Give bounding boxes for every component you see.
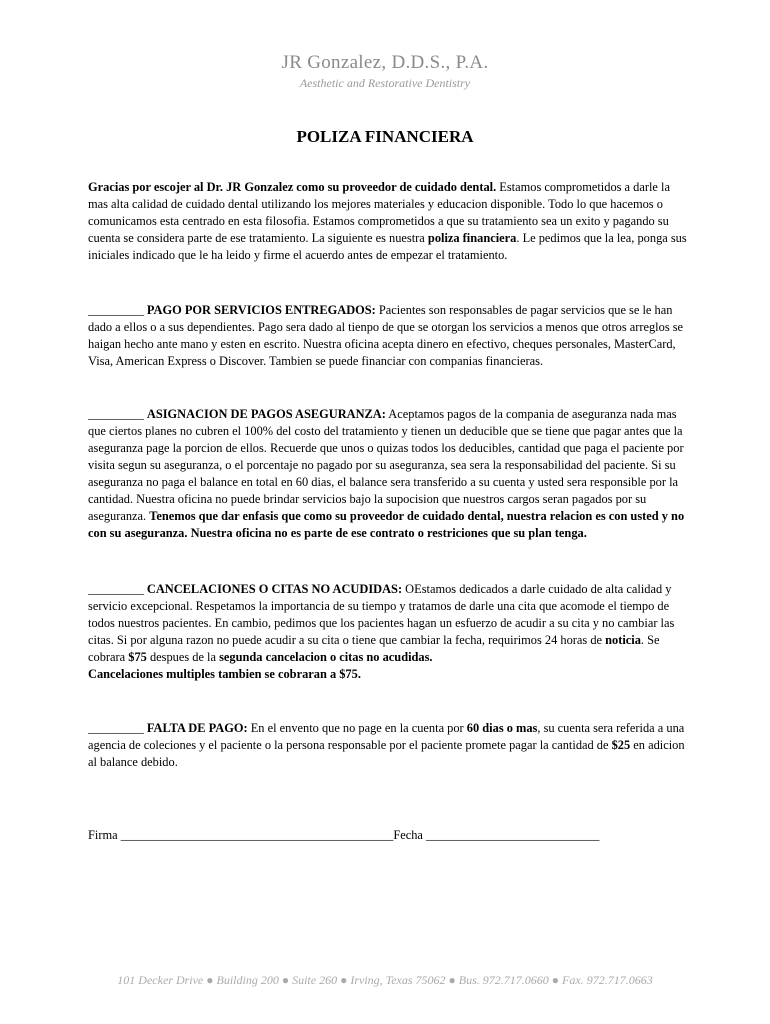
section-text: , su cuenta sera referida a una agencia de coleciones y el paciente o la persona responsable por el paciente promete pagar la cantidad de bbox=[88, 721, 685, 752]
signature-row bbox=[88, 828, 688, 843]
section-text: Pacientes son responsables de pagar servicios que se le han dado a ellos o a sus dependientes. Pago sera dado al tienpo de que se otorgan los servicios a menos que otros arreglos se haigan hecho ante mano y esten en escrito. Nuestra oficina acepta dinero en efectivo, cheques personales, MasterCard, Visa, American Express o Discover. Tambien se puede financiar con companias financieras. bbox=[88, 303, 684, 368]
section-text: Aceptamos pagos de la compania de aseguranza nada mas que ciertos planes no cubren el 100% del costo del tratamiento y tienen un deducible que se tiene que pagar antes que la aseguranza page la porcion de ellos. Recuerde que unos o quizas todos los deducibles, cantidad que paga el paciente por visita segun su aseguranza, o el porcentaje no pagado por su aseguranza, sea sera la responsabilidad del paciente. Si su aseguranza no paga el balance en total en 60 dias, el balance sera transferido a su cuenta y usted sera responsible por la cantidad. Nuestra oficina no puede brindar servicios bajo la supocision que nuestros cargos seran pagados por su aseguranza. bbox=[88, 407, 684, 523]
intro-policy-term: poliza financiera bbox=[427, 231, 517, 245]
bold-segunda: segunda cancelacion o citas no acudidas. bbox=[219, 650, 433, 664]
practice-name: JR Gonzalez, D.D.S., P.A. bbox=[281, 52, 489, 73]
section-pago-servicios bbox=[88, 302, 688, 370]
section-cancelaciones bbox=[88, 581, 688, 683]
intro-text-2: . Le pedimos que la lea, ponga sus iniciales indicado que le ha leido y firme el acuerdo antes de empezar el tratamiento. bbox=[88, 231, 687, 262]
section-text: OEstamos dedicados a darle cuidado de alta calidad y servicio excepcional. Respetamos la importancia de su tiempo y tratamos de darle una cita que acomode el tiempo de todos nuestros pacientes. En cambio, pedimos que los pacientes hagan un esfuerzo de acudir a su cita y no cambiar las citas. Si por alguna razon no puede acudir a su cita o tiene que cambiar la fecha, requirimos 24 horas de bbox=[88, 582, 675, 647]
fecha-label: Fecha bbox=[393, 828, 423, 842]
section-text: . Se cobrara bbox=[88, 633, 660, 664]
firma-label: Firma bbox=[88, 828, 118, 842]
section-heading: ASIGNACION DE PAGOS ASEGURANZA: bbox=[146, 407, 386, 421]
section-text: despues de la bbox=[146, 650, 220, 664]
document-title: POLIZA FINANCIERA bbox=[296, 127, 474, 146]
section-heading: CANCELACIONES O CITAS NO ACUDIDAS: bbox=[146, 582, 403, 596]
firma-line[interactable]: ____________________________________________ bbox=[120, 828, 394, 842]
section-text: En el envento que no page en la cuenta por bbox=[247, 721, 467, 735]
bold-multiples-line: Cancelaciones multiples tambien se cobraran a $75. bbox=[88, 667, 361, 681]
bold-dias: 60 dias o mas bbox=[466, 721, 538, 735]
section-heading: PAGO POR SERVICIOS ENTREGADOS: bbox=[146, 303, 376, 317]
section-bold-tail: Tenemos que dar enfasis que como su proveedor de cuidado dental, nuestra relacion es con usted y no con su aseguranza. Nuestra oficina no es parte de ese contrato o restriciones que su plan tenga. bbox=[88, 509, 685, 540]
fecha-line[interactable]: ____________________________ bbox=[426, 828, 600, 842]
practice-tagline: Aesthetic and Restorative Dentistry bbox=[299, 76, 471, 90]
initials-blank[interactable]: _________ bbox=[88, 407, 144, 421]
bold-amount: $75 bbox=[128, 650, 147, 664]
initials-blank[interactable]: _________ bbox=[88, 582, 144, 596]
section-text: en adicion al balance debido. bbox=[88, 738, 685, 769]
intro-paragraph bbox=[88, 179, 688, 264]
section-asignacion-pagos bbox=[88, 406, 688, 542]
section-heading: FALTA DE PAGO: bbox=[146, 721, 248, 735]
initials-blank[interactable]: _________ bbox=[88, 303, 144, 317]
initials-blank[interactable]: _________ bbox=[88, 721, 144, 735]
footer-address: 101 Decker Drive ● Building 200 ● Suite 260 ● Irving, Texas 75062 ● Bus. 972.717.0660 ● Fax. 972.717.0663 bbox=[117, 973, 653, 987]
bold-amount: $25 bbox=[611, 738, 631, 752]
intro-text-1: Estamos comprometidos a darle la mas alta calidad de cuidado dental utilizando los mejores materiales y educacion disponible. Todo lo que hacemos o comunicamos esta centrado en esta filosofia. Estamos comprometidos a que su tratamiento sea un exito y pagando su cuenta se considera parte de ese tratamiento. La siguiente es nuestra bbox=[88, 180, 670, 245]
intro-lead: Gracias por escojer al Dr. JR Gonzalez como su proveedor de cuidado dental. bbox=[88, 180, 497, 194]
section-falta-pago bbox=[88, 720, 688, 771]
bold-noticia: noticia bbox=[605, 633, 641, 647]
